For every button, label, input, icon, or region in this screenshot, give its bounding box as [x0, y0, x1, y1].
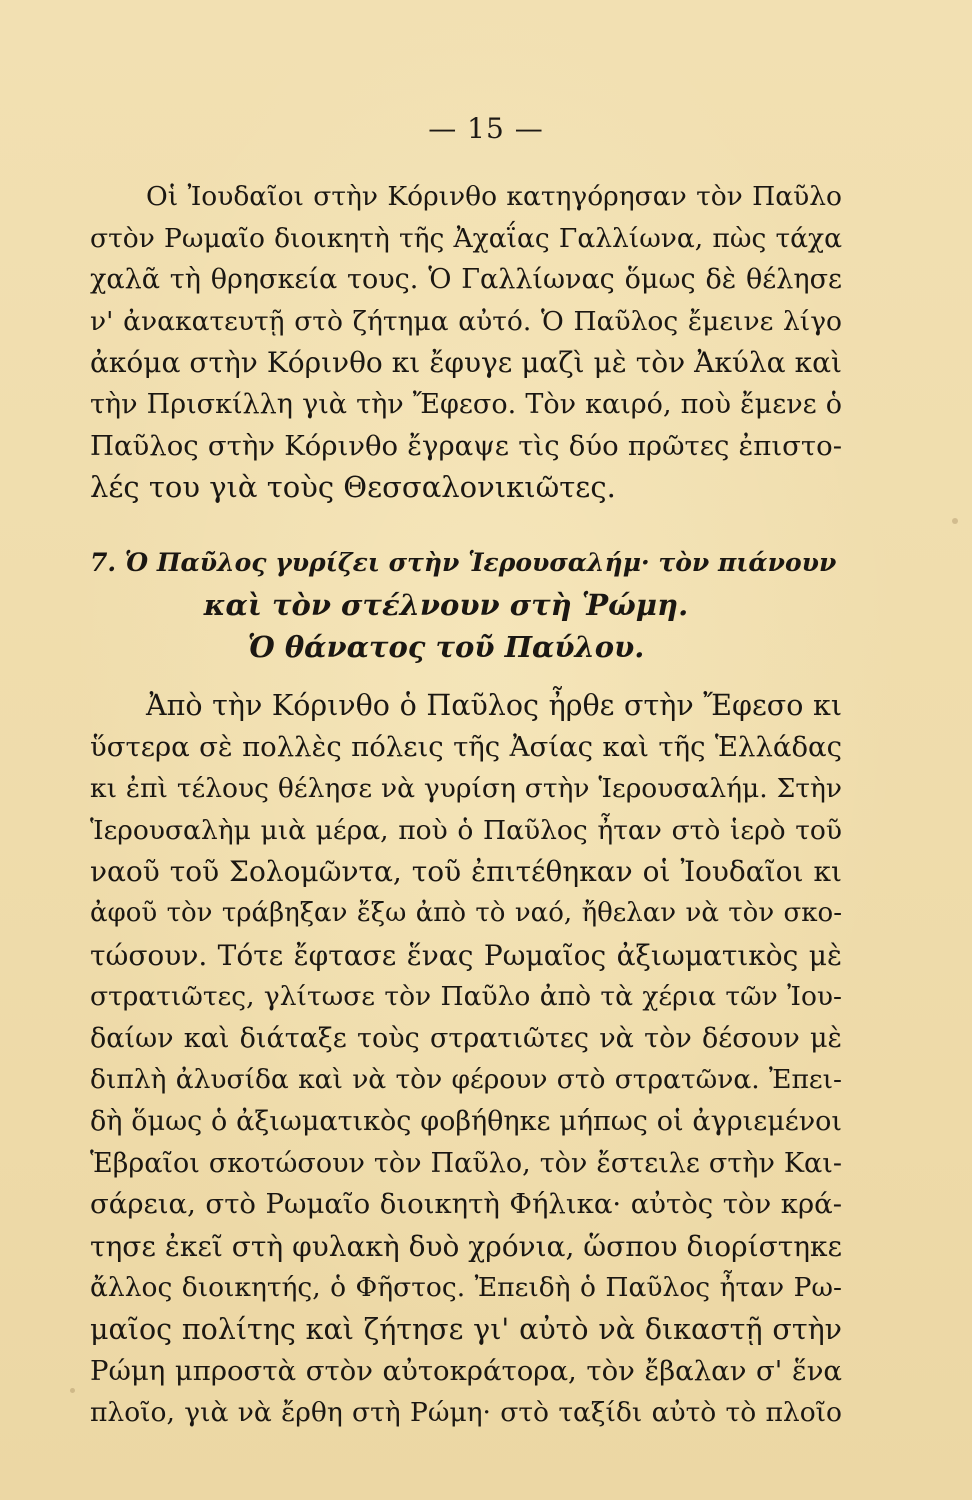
section-heading	[90, 542, 842, 668]
text-line: σάρεια, στὸ Ρωμαῖο διοικητὴ Φήλικα· αὐτὸς τὸν κρά-	[90, 1188, 842, 1221]
text-line: ἄλλος διοικητής, ὁ Φῆστος. Ἐπειδὴ ὁ Παῦλος ἦταν Ρω-	[90, 1272, 842, 1304]
text-line: Ἱερουσαλὴμ μιὰ μέρα, ποὺ ὁ Παῦλος ἦταν στὸ ἱερὸ τοῦ	[90, 814, 842, 846]
text-line: ὕστερα σὲ πολλὲς πόλεις τῆς Ἀσίας καὶ τῆς Ἑλλάδας	[90, 730, 842, 763]
text-line: κι ἐπὶ τέλους θέλησε νὰ γυρίση στὴν Ἱερουσαλήμ. Στὴν	[90, 773, 842, 805]
text-line: ἀφοῦ τὸν τράβηξαν ἔξω ἀπὸ τὸ ναό, ἤθελαν νὰ τὸν σκο-	[90, 897, 842, 928]
section-heading-line: 7. Ὁ Παῦλος γυρίζει στὴν Ἱερουσαλήμ· τὸν πιάνουν	[90, 548, 837, 577]
page-number: — 15 —	[428, 112, 544, 145]
text-line: ναοῦ τοῦ Σολομῶντα, τοῦ ἐπιτέθηκαν οἱ Ἰουδαῖοι κι	[90, 855, 842, 889]
text-line: πλοῖο, γιὰ νὰ ἔρθη στὴ Ρώμη· στὸ ταξίδι αὐτὸ τὸ πλοῖο	[90, 1397, 842, 1429]
text-line: μαῖος πολίτης καὶ ζήτησε γι' αὐτὸ νὰ δικαστῇ στὴν	[90, 1312, 842, 1346]
text-line: χαλᾶ τὴ θρησκεία τους. Ὁ Γαλλίωνας ὅμως δὲ θέλησε	[90, 264, 842, 296]
text-line: δαίων καὶ διάταξε τοὺς στρατιῶτες νὰ τὸν δέσουν μὲ	[90, 1022, 842, 1054]
text-line: Ἀπὸ τὴν Κόρινθο ὁ Παῦλος ἦρθε στὴν Ἔφεσο κι	[146, 689, 842, 722]
text-line: στὸν Ρωμαῖο διοικητὴ τῆς Ἀχαΐας Γαλλίωνα, πὼς τάχα	[90, 222, 842, 254]
paper-spot	[70, 1388, 75, 1393]
text-line: Ρώμη μπροστὰ στὸν αὐτοκράτορα, τὸν ἔβαλαν σ' ἕνα	[90, 1354, 842, 1387]
text-line: στρατιῶτες, γλίτωσε τὸν Παῦλο ἀπὸ τὰ χέρια τῶν Ἰου-	[90, 981, 842, 1013]
section-heading-line: καὶ τὸν στέλνουν στὴ Ῥώμη.	[203, 588, 689, 622]
text-line: τώσουν. Τότε ἔφτασε ἕνας Ρωμαῖος ἀξιωματικὸς μὲ	[90, 938, 842, 972]
text-line: ἀκόμα στὴν Κόρινθο κι ἔφυγε μαζὶ μὲ τὸν Ἀκύλα καὶ	[90, 346, 842, 380]
text-line: τὴν Πρισκίλλη γιὰ τὴν Ἔφεσο. Τὸν καιρό, ποὺ ἔμενε ὁ	[90, 388, 842, 420]
paragraph-intro	[90, 176, 842, 509]
text-line: λές του γιὰ τοὺς Θεσσαλονικιῶτες.	[90, 470, 616, 505]
text-line: Παῦλος στὴν Κόρινθο ἔγραψε τὶς δύο πρῶτες ἐπιστο-	[90, 429, 842, 462]
text-line: ν' ἀνακατευτῇ στὸ ζήτημα αὐτό. Ὁ Παῦλος ἔμεινε λίγο	[90, 305, 842, 337]
section-heading-line: Ὁ θάνατος τοῦ Παύλου.	[247, 630, 645, 664]
paragraph-main	[90, 685, 842, 1434]
text-line: δὴ ὅμως ὁ ἀξιωματικὸς φοβήθηκε μήπως οἱ ἀγριεμένοι	[90, 1105, 842, 1137]
text-line: τησε ἐκεῖ στὴ φυλακὴ δυὸ χρόνια, ὥσπου διορίστηκε	[90, 1229, 842, 1263]
text-line: διπλὴ ἀλυσίδα καὶ νὰ τὸν φέρουν στὸ στρατῶνα. Ἐπει-	[90, 1064, 842, 1096]
text-line: Ἑβραῖοι σκοτώσουν τὸν Παῦλο, τὸν ἔστειλε στὴν Και-	[90, 1147, 842, 1179]
paper-spot	[952, 518, 958, 524]
text-line: Οἱ Ἰουδαῖοι στὴν Κόρινθο κατηγόρησαν τὸν Παῦλο	[146, 181, 842, 212]
